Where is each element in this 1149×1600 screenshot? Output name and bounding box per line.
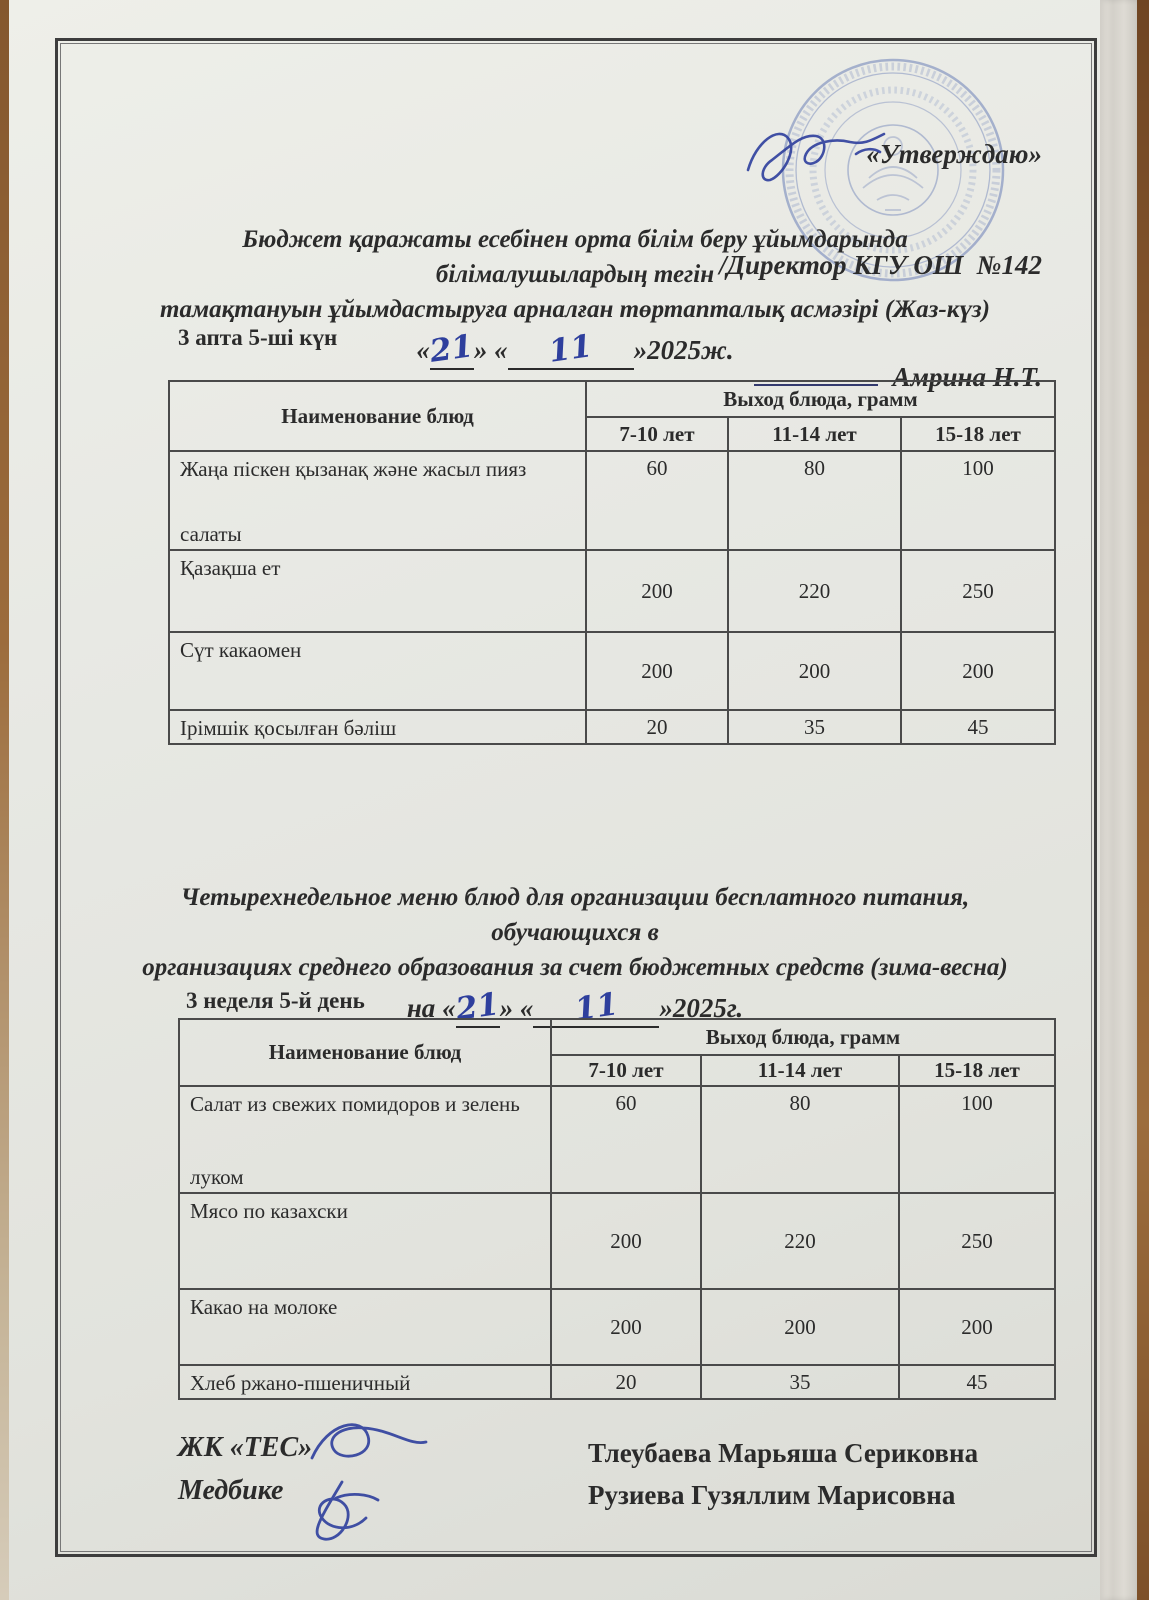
grams-cell: 220 [701, 1193, 899, 1289]
quote-open: « [416, 335, 430, 365]
ru-title-line2: организациях среднего образования за счет бюджетных средств (зима-весна) [142, 954, 1008, 981]
grams-cell: 250 [901, 550, 1055, 632]
ru-week-label: 3 неделя 5-й день [186, 988, 365, 1013]
dish-name-line: Салат из свежих помидоров и зелень [190, 1092, 520, 1116]
footer-names-block [588, 1432, 978, 1516]
director-line: /Директор КГУ ОШ №142 [719, 250, 1042, 280]
date-prefix: на [406, 993, 443, 1023]
table-header-row [179, 1019, 1055, 1055]
approve-label: «Утверждаю» [866, 139, 1042, 169]
kk-title-line1: Бюджет қаражаты есебінен орта білім беру ұйымдарында білімалушылардың тегін [242, 226, 908, 288]
dish-name-header: Наименование блюд [179, 1019, 551, 1086]
person-name: Рузиева Гузяллим Марисовна [588, 1480, 956, 1510]
grams-cell: 100 [901, 451, 1055, 550]
handwritten-month: 11 [546, 328, 595, 370]
grams-cell: 200 [728, 632, 901, 710]
ru-title-line1: Четырехнедельное меню блюд для организации бесплатного питания, обучающихся в [180, 884, 970, 946]
grams-cell: 200 [551, 1193, 701, 1289]
grams-cell: 200 [551, 1289, 701, 1365]
person-name: Тлеубаева Марьяша Сериковна [588, 1438, 979, 1468]
dish-name-cell [169, 451, 586, 550]
handwritten-month: 11 [572, 986, 621, 1028]
grams-cell: 100 [899, 1086, 1055, 1193]
grams-cell: 80 [728, 451, 901, 550]
dish-name-cell [179, 1193, 551, 1289]
grams-cell: 200 [701, 1289, 899, 1365]
age-col-header: 11-14 лет [701, 1055, 899, 1086]
dish-name-line: луком [190, 1165, 244, 1189]
grams-cell: 60 [586, 451, 728, 550]
grams-cell: 45 [899, 1365, 1055, 1399]
grams-cell: 200 [586, 550, 728, 632]
dish-name-cell [179, 1086, 551, 1193]
dish-name-line: Хлеб ржано-пшеничный [190, 1371, 411, 1395]
kk-week-label: 3 апта 5-ші күн [178, 325, 338, 350]
grams-group-header: Выход блюда, грамм [586, 381, 1055, 417]
dish-name-line: Мясо по казахски [190, 1199, 348, 1223]
year-tail: »2025г. [659, 993, 744, 1023]
menu-table-kk [168, 380, 1056, 745]
dish-name-line: Какао на молоке [190, 1295, 338, 1319]
grams-cell: 200 [901, 632, 1055, 710]
handwritten-day: 21 [427, 328, 476, 370]
grams-cell: 220 [728, 550, 901, 632]
table-row [179, 1086, 1055, 1193]
dish-name-cell [169, 710, 586, 744]
quote-mid: » « [499, 993, 534, 1023]
grams-cell: 250 [899, 1193, 1055, 1289]
table-row [179, 1193, 1055, 1289]
age-col-header: 15-18 лет [899, 1055, 1055, 1086]
table-surface-left [0, 0, 9, 1600]
dish-name-line: Сүт какаомен [180, 638, 302, 662]
grams-cell: 80 [701, 1086, 899, 1193]
quote-open: « [442, 993, 456, 1023]
table-row [169, 550, 1055, 632]
kk-title-line2: тамақтануын ұйымдастыруға арналған төртапталық асмәзірі (Жаз-күз) [160, 296, 990, 323]
age-col-header: 15-18 лет [901, 417, 1055, 451]
dish-name-cell [179, 1289, 551, 1365]
quote-mid: » « [473, 335, 508, 365]
table-row [169, 451, 1055, 550]
page-edge [1100, 0, 1137, 1600]
table-row [169, 710, 1055, 744]
grams-cell: 35 [728, 710, 901, 744]
director-name: Амрина Н.Т. [892, 362, 1042, 392]
grams-cell: 45 [901, 710, 1055, 744]
age-col-header: 11-14 лет [728, 417, 901, 451]
grams-cell: 20 [586, 710, 728, 744]
age-col-header: 7-10 лет [586, 417, 728, 451]
grams-cell: 200 [899, 1289, 1055, 1365]
month-blank [508, 328, 634, 370]
year-tail: »2025ж. [633, 335, 734, 365]
table-surface-right [1137, 0, 1149, 1600]
day-blank [427, 328, 476, 370]
dish-name-cell [179, 1365, 551, 1399]
grams-cell: 35 [701, 1365, 899, 1399]
dish-name-cell [169, 550, 586, 632]
table-row [179, 1365, 1055, 1399]
table-header-row [169, 381, 1055, 417]
grams-cell: 200 [586, 632, 728, 710]
menu-table-ru [178, 1018, 1056, 1400]
org-label: ЖК «ТЕС» [178, 1432, 313, 1463]
dish-name-header: Наименование блюд [169, 381, 586, 451]
dish-name-line: Ірімшік қосылған бәліш [180, 716, 397, 740]
grams-cell: 20 [551, 1365, 701, 1399]
handwritten-day: 21 [453, 986, 502, 1028]
table-row [169, 632, 1055, 710]
director-signature-icon [738, 118, 928, 196]
dish-name-line: Жаңа піскен қызанақ және жасыл пияз [180, 457, 527, 481]
dish-name-line: салаты [180, 522, 242, 546]
grams-cell: 60 [551, 1086, 701, 1193]
role-label: Медбике [178, 1475, 284, 1506]
dish-name-cell [169, 632, 586, 710]
age-col-header: 7-10 лет [551, 1055, 701, 1086]
grams-group-header: Выход блюда, грамм [551, 1019, 1055, 1055]
dish-name-line: Қазақша ет [180, 556, 281, 580]
table-row [179, 1289, 1055, 1365]
medic-signature-icon [278, 1412, 458, 1552]
